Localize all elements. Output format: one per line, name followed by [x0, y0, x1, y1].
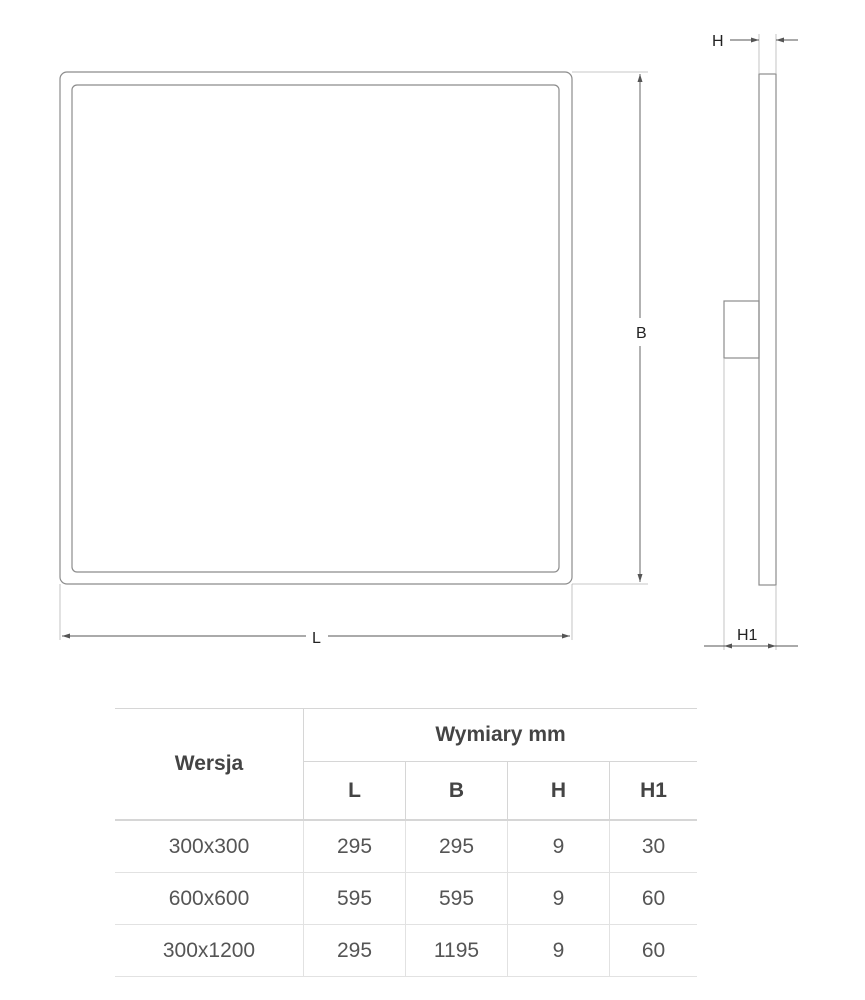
cell-version: 300x300 — [115, 820, 304, 873]
table-header-row — [115, 709, 697, 762]
cell-h1: 30 — [610, 820, 698, 873]
cell-version: 300x1200 — [115, 925, 304, 977]
cell-b: 1195 — [406, 925, 508, 977]
cell-h: 9 — [508, 873, 610, 925]
table-row — [115, 873, 697, 925]
cell-l: 295 — [304, 925, 406, 977]
cell-l: 595 — [304, 873, 406, 925]
cell-h1: 60 — [610, 925, 698, 977]
dimension-h1 — [704, 644, 798, 649]
dimension-b-label: B — [636, 325, 647, 342]
column-header-h1: H1 — [610, 762, 698, 821]
panel-outer-frame — [60, 72, 572, 584]
cell-h: 9 — [508, 820, 610, 873]
cell-h1: 60 — [610, 873, 698, 925]
dimensions-header: Wymiary mm — [304, 709, 698, 762]
cell-b: 595 — [406, 873, 508, 925]
cell-l: 295 — [304, 820, 406, 873]
column-header-h: H — [508, 762, 610, 821]
cell-b: 295 — [406, 820, 508, 873]
table-row — [115, 925, 697, 977]
dimension-l-label: L — [312, 630, 321, 647]
dimensions-table — [115, 708, 697, 977]
table-row — [115, 820, 697, 873]
cell-version: 600x600 — [115, 873, 304, 925]
column-header-b: B — [406, 762, 508, 821]
side-view-panel — [759, 74, 776, 585]
dimension-h1-label: H1 — [737, 627, 758, 644]
cell-h: 9 — [508, 925, 610, 977]
column-header-l: L — [304, 762, 406, 821]
panel-inner-frame — [72, 85, 559, 572]
dimension-h — [730, 38, 798, 43]
dimension-h-label: H — [712, 33, 724, 50]
version-header: Wersja — [115, 709, 304, 821]
side-view-mount-block — [724, 301, 759, 358]
